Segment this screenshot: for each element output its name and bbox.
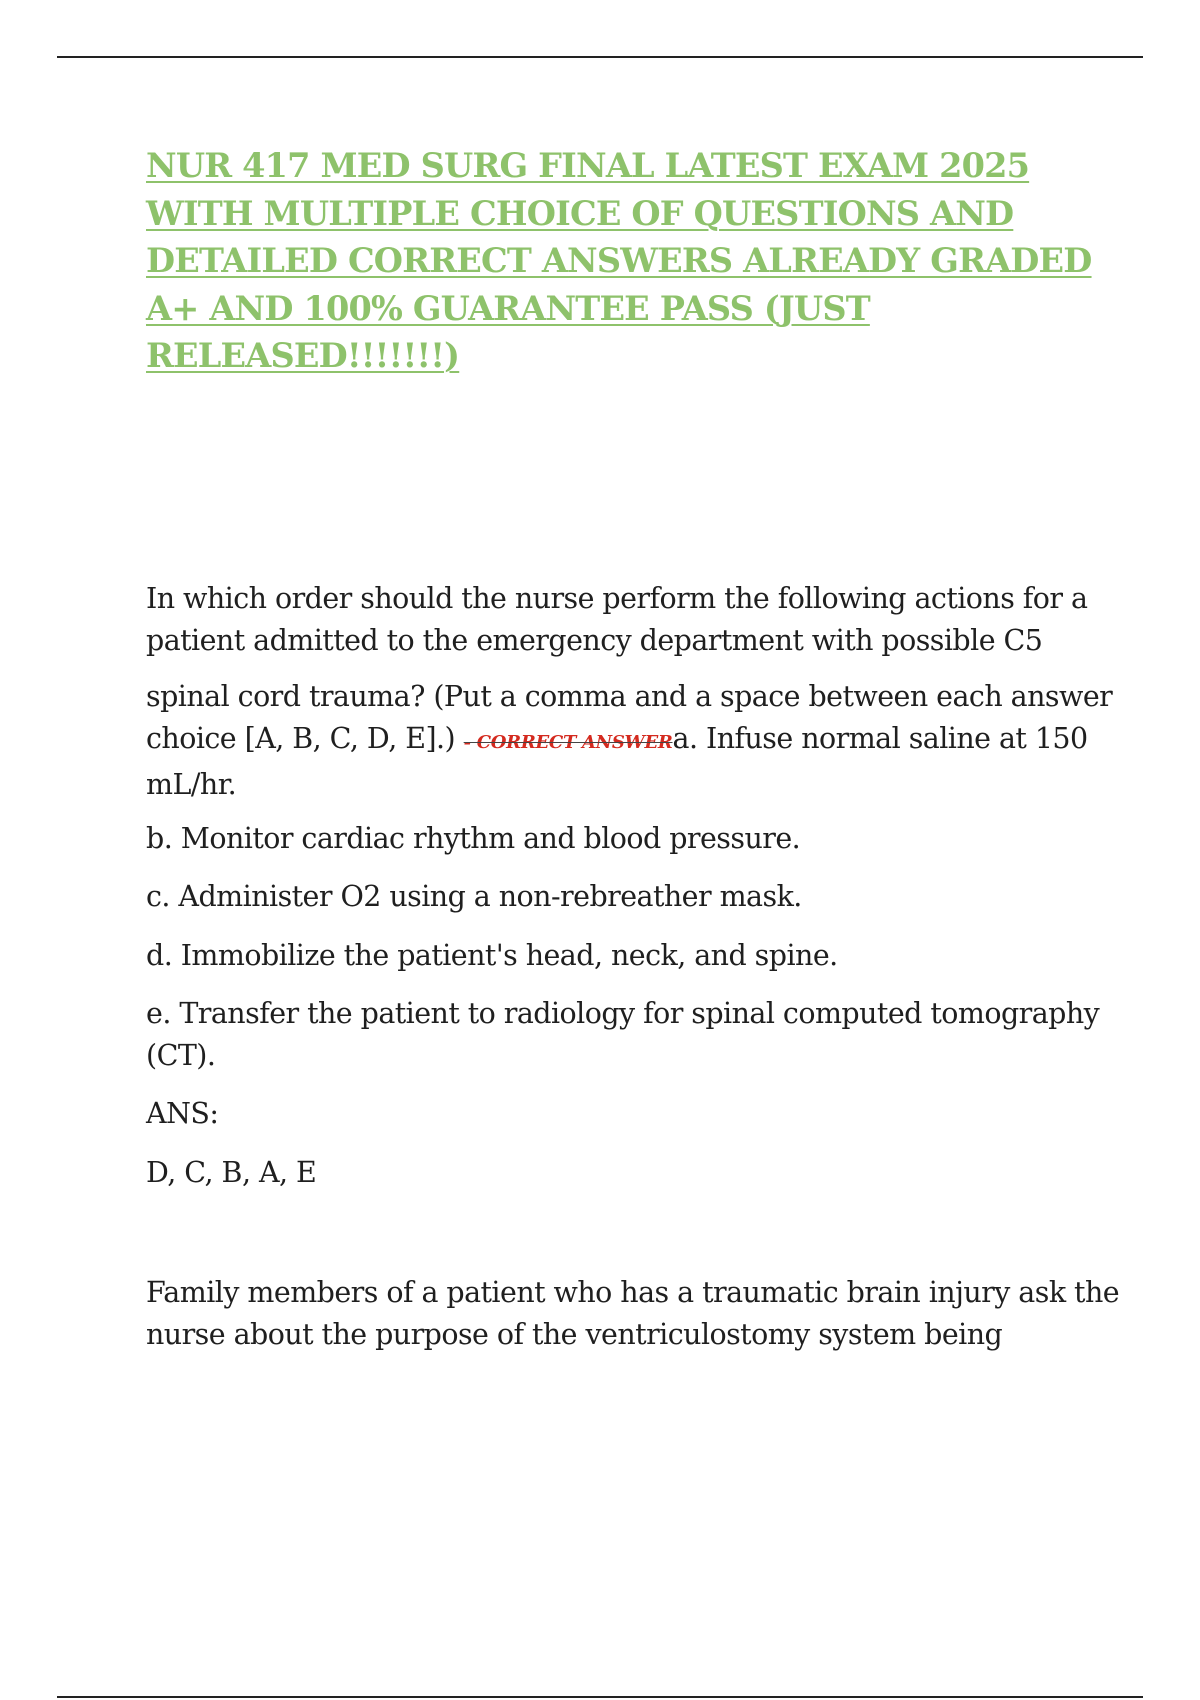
answer-value: D, C, B, A, E	[146, 1156, 317, 1189]
correct-answer-tag: - CORRECT ANSWER	[463, 732, 673, 753]
top-rule	[57, 56, 1143, 58]
option-d-block	[146, 935, 1146, 977]
option-c: c. Administer O2 using a non-rebreather mask.	[146, 880, 802, 913]
question-1-line-2-text: spinal cord trauma? (Put a comma and a space between each answer choice [A, B, C, D, E].)	[146, 680, 1113, 755]
question-1-line-1: In which order should the nurse perform the following actions for a patient admitted to the emergency department with possible C5	[146, 582, 1088, 657]
answer-value-block	[146, 1152, 1146, 1194]
option-e-block	[146, 993, 1146, 1077]
option-b-block	[146, 818, 1146, 860]
option-c-block	[146, 876, 1146, 918]
question-2-text: Family members of a patient who has a traumatic brain injury ask the nurse about the purpose of the ventriculostomy system being	[146, 1276, 1120, 1351]
option-d: d. Immobilize the patient's head, neck, and spine.	[146, 939, 838, 972]
bottom-rule	[57, 1696, 1143, 1698]
answer-label-block	[146, 1093, 1146, 1135]
question-1-text	[146, 578, 1146, 662]
option-a: a. Infuse normal saline at 150 mL/hr.	[146, 722, 1088, 801]
document-title: NUR 417 MED SURG FINAL LATEST EXAM 2025 WITH MULTIPLE CHOICE OF QUESTIONS AND DETAILED CORRECT ANSWERS ALREADY GRADED A+ AND 100% GUARANTEE PASS (JUST RELEASED!!!!!!!)	[146, 146, 1092, 375]
question-1-continued	[146, 676, 1146, 806]
answer-label: ANS:	[146, 1097, 219, 1130]
question-1-line-2	[146, 676, 1146, 806]
question-2-block	[146, 1272, 1146, 1356]
option-e: e. Transfer the patient to radiology for spinal computed tomography (CT).	[146, 997, 1100, 1072]
option-b: b. Monitor cardiac rhythm and blood pressure.	[146, 822, 801, 855]
